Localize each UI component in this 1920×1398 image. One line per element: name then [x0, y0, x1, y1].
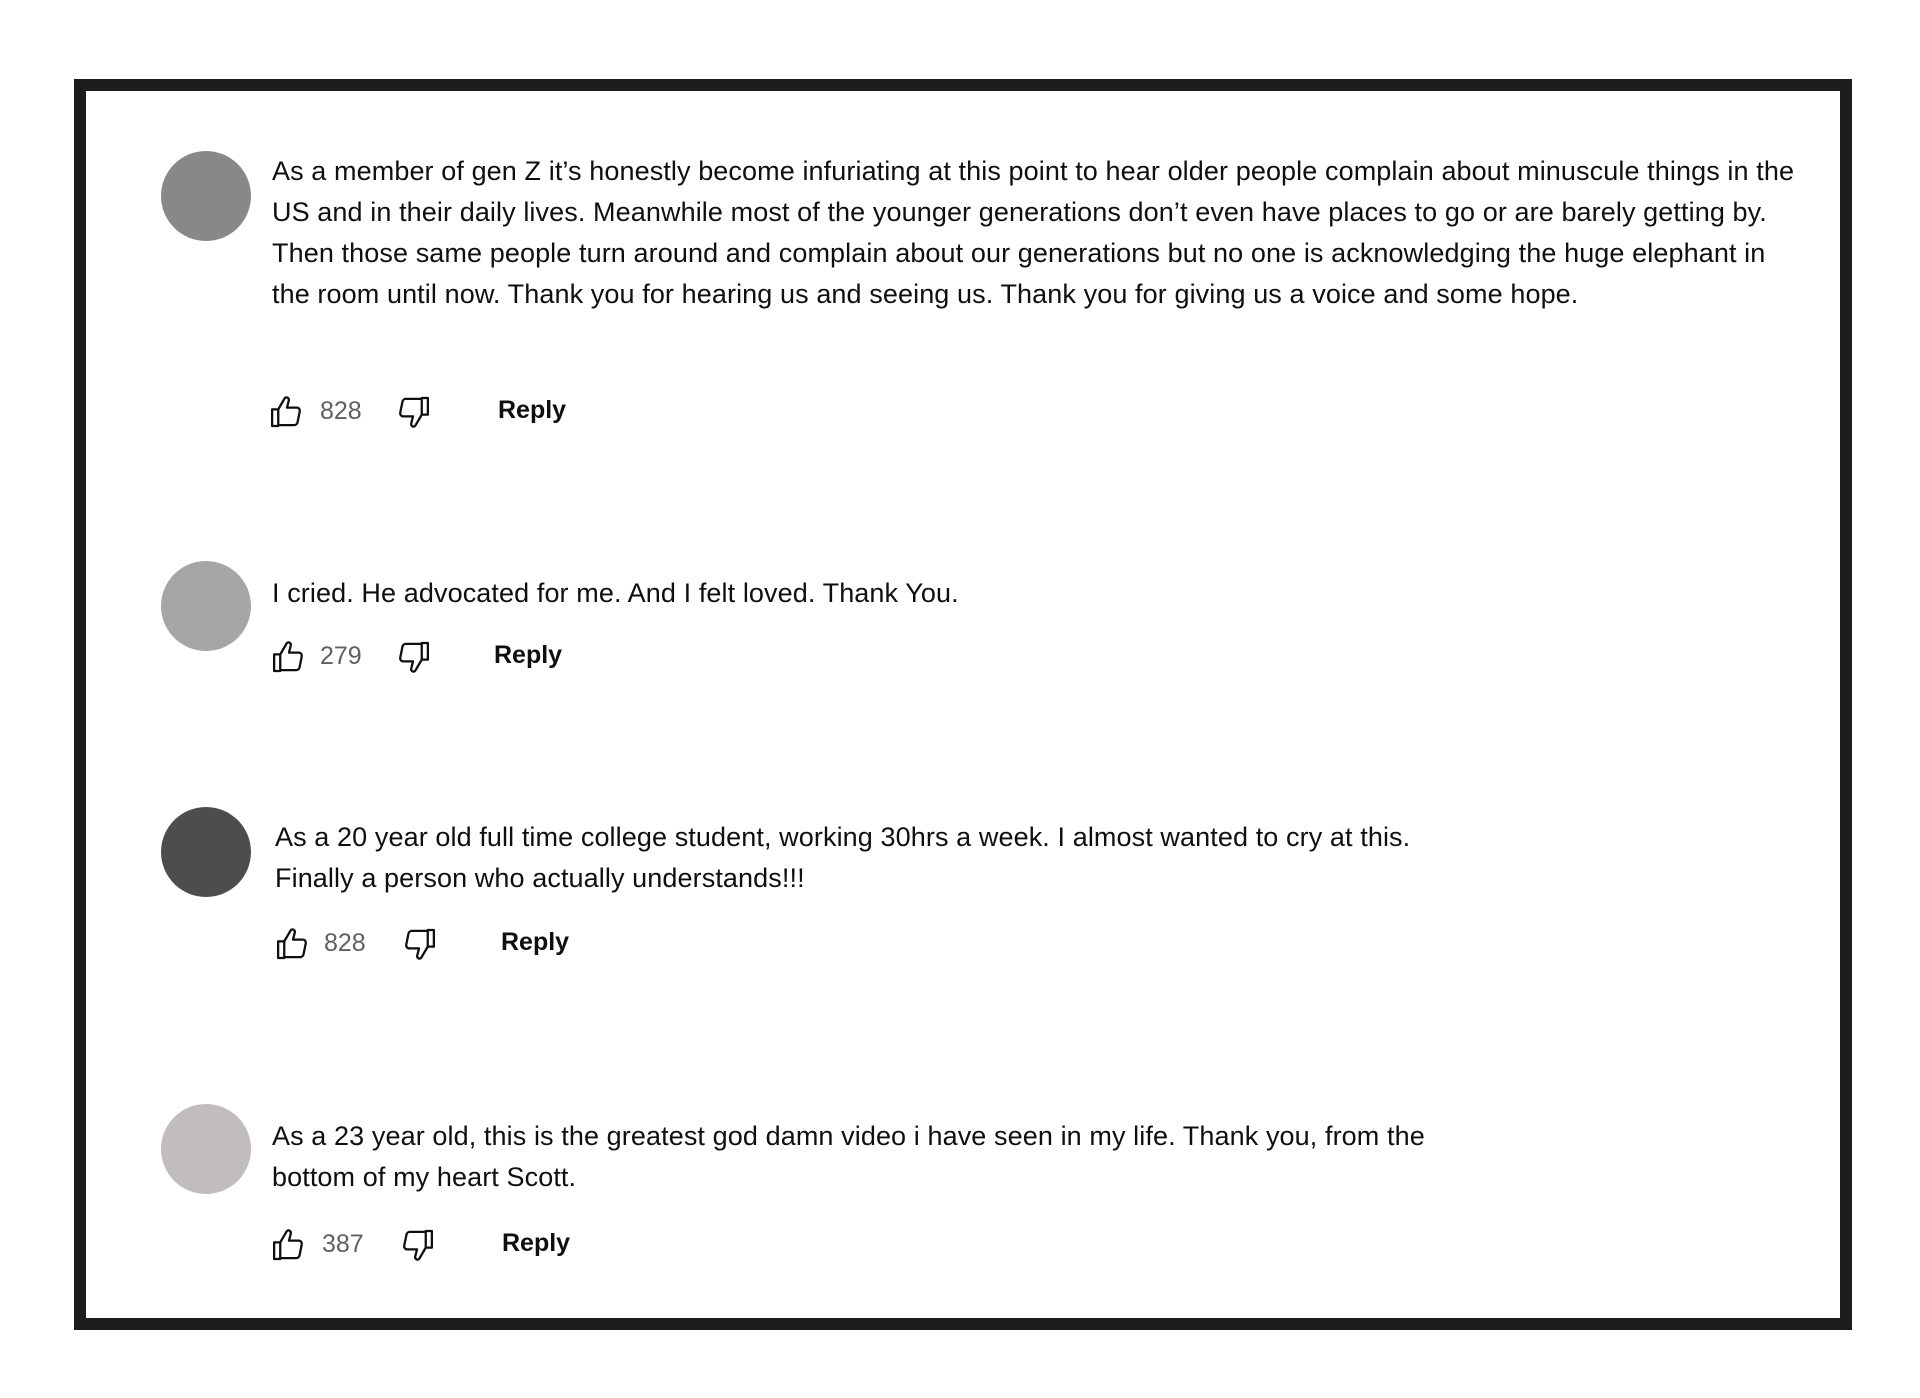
reply-button[interactable]: Reply — [502, 1229, 571, 1257]
comments-frame — [74, 79, 1852, 1330]
thumbs-down-icon[interactable] — [392, 391, 434, 433]
comment-text-line-2: Finally a person who actually understands!!! — [275, 863, 805, 893]
reply-button[interactable]: Reply — [498, 396, 567, 424]
comment-text: As a member of gen Z it’s honestly become infuriating at this point to hear older people complain about minuscule things in the US and in their daily lives. Meanwhile most of the younger generations don’t even have places to go or are barely getting by. Then those same people turn around and complain about our generations but no one is acknowledging the huge elephant in the room until now. Thank you for hearing us and seeing us. Thank you for giving us a voice and some hope. — [272, 156, 1795, 309]
thumbs-down-icon[interactable] — [398, 923, 440, 965]
thumbs-up-icon[interactable] — [268, 1224, 310, 1266]
like-count: 387 — [322, 1230, 364, 1258]
like-count: 828 — [324, 929, 366, 957]
comment-text: I cried. He advocated for me. And I felt loved. Thank You. — [272, 578, 959, 608]
reply-button[interactable]: Reply — [501, 928, 570, 956]
avatar[interactable] — [161, 1104, 251, 1194]
comment-body — [272, 151, 1802, 315]
comment-body — [272, 573, 1672, 614]
thumbs-down-icon[interactable] — [392, 636, 434, 678]
thumbs-up-icon[interactable] — [266, 391, 308, 433]
thumbs-up-icon[interactable] — [268, 636, 310, 678]
thumbs-down-icon[interactable] — [396, 1224, 438, 1266]
thumbs-up-icon[interactable] — [272, 923, 314, 965]
reply-button[interactable]: Reply — [494, 641, 563, 669]
comment-text-line-1: As a 23 year old, this is the greatest god damn video i have seen in my life. Thank you, from the — [272, 1121, 1425, 1151]
avatar[interactable] — [161, 807, 251, 897]
like-count: 828 — [320, 397, 362, 425]
avatar[interactable] — [161, 151, 251, 241]
comment-body — [275, 817, 1675, 899]
avatar[interactable] — [161, 561, 251, 651]
comment-body — [272, 1116, 1502, 1198]
like-count: 279 — [320, 642, 362, 670]
comment-text-line-1: As a 20 year old full time college student, working 30hrs a week. I almost wanted to cry at this. — [275, 822, 1411, 852]
comment-text-line-2: bottom of my heart Scott. — [272, 1162, 577, 1192]
